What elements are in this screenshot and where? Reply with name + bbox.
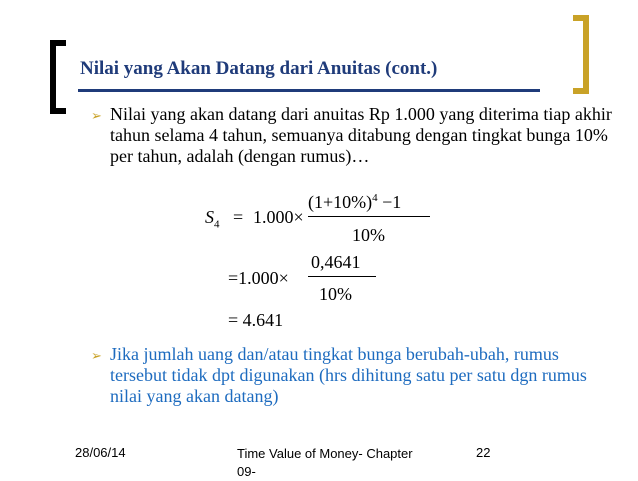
formula-line-2-prefix: =1.000× [228,268,289,288]
bullet-arrow-icon: ➢ [91,108,102,123]
formula-numerator-1: $(1+10\%)^4 -1$ [308,192,402,212]
slide-title: Nilai yang Akan Datang dari Anuitas (cont.) [80,58,438,79]
formula-numerator-2: 0,4641 [311,252,361,272]
footer-page-number: 22 [476,445,491,460]
right-bracket-decoration [573,15,589,94]
fraction-bar-2 [308,276,376,277]
bullet-text-1: Nilai yang akan datang dari anuitas Rp 1.000 yang diterima tiap akhir tahun selama 4 tahun, semuanya ditabung dengan tingkat bunga 10% per tahun, adalah (dengan rumus)… [110,104,612,166]
formula-denominator-2: 10% [319,284,352,304]
bullet-arrow-icon: ➢ [91,348,102,363]
title-underline [78,89,540,92]
fraction-bar-1 [308,216,430,217]
bullet-text-2: Jika jumlah uang dan/atau tingkat bunga berubah-ubah, rumus tersebut tidak dpt digunakan (hrs dihitung satu per satu dgn rumus nilai yang akan datang) [110,344,587,406]
formula-equals: = [233,207,244,227]
footer-title: Time Value of Money- Chapter 09- [237,446,413,479]
left-bracket-decoration [50,40,66,114]
formula-denominator-1: 10% [352,225,385,245]
footer-date: 28/06/14 [75,445,126,460]
formula-coefficient: 1.000× [253,207,304,227]
formula-lhs: $S_4$ [205,207,220,231]
formula-line-3: = 4.641 [228,310,284,330]
